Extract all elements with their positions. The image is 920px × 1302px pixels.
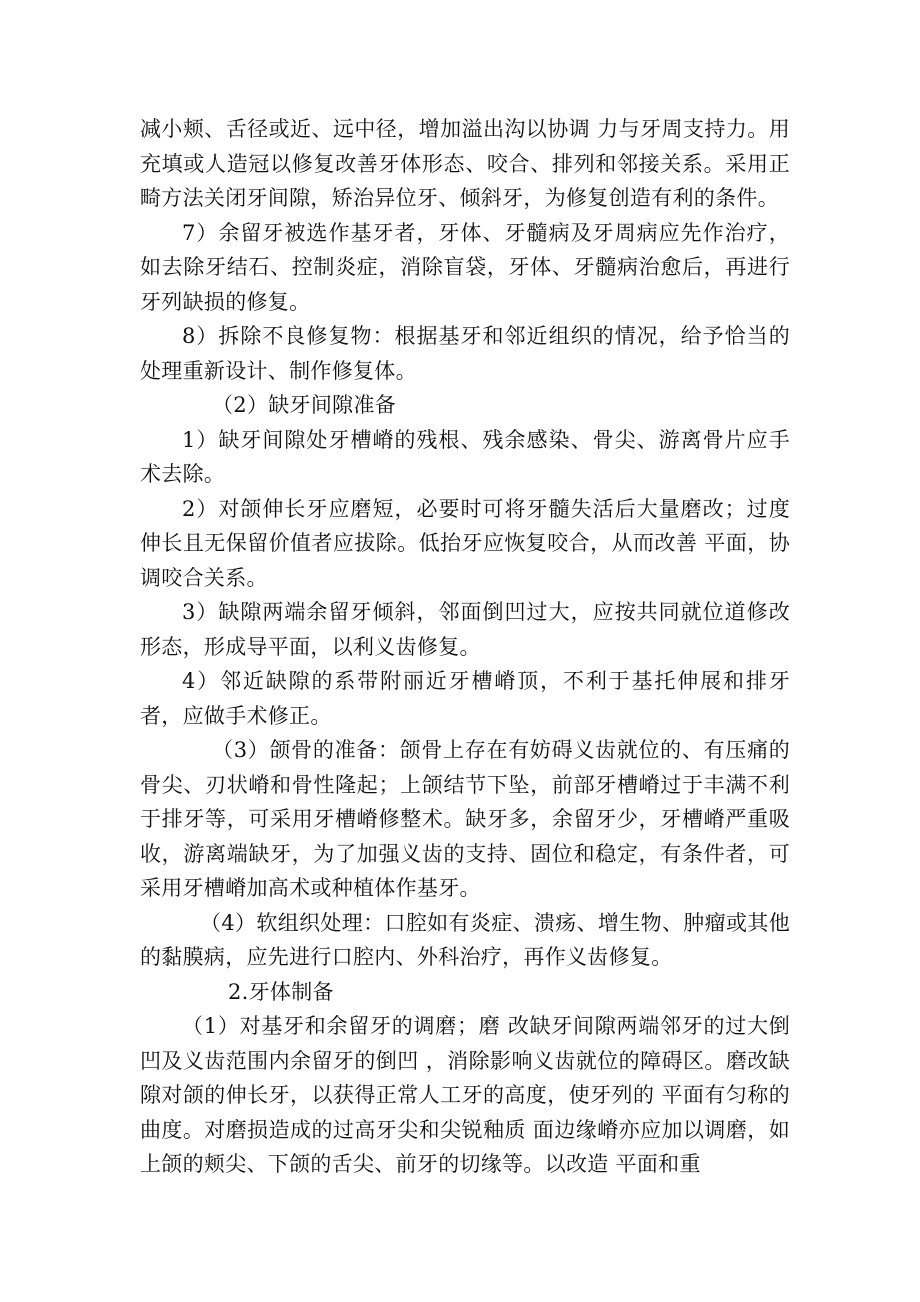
paragraph-gap-item-2: 2）对颌伸长牙应磨短，必要时可将牙髓失活后大量磨改；过度伸长且无保留价值者应拔除。低抬牙应恢复咬合，从而改善 平面，协调咬合关系。 — [140, 496, 790, 590]
document-body — [140, 112, 790, 1182]
paragraph-continuation: 减小颊、舌径或近、远中径，增加溢出沟以协调 力与牙周支持力。用充填或人造冠以修复改善牙体形态、咬合、排列和邻接关系。采用正畸方法关闭牙间隙，矫治异位牙、倾斜牙，为修复创造有利的条件。 — [140, 117, 790, 210]
paragraph-item-8: 8）拆除不良修复物：根据基牙和邻近组织的情况，给予恰当的处理重新设计、制作修复体。 — [140, 324, 790, 383]
paragraph-gap-item-3: 3）缺隙两端余留牙倾斜，邻面倒凹过大，应按共同就位道修改形态，形成导平面，以利义齿修复。 — [140, 600, 790, 659]
section-heading-gap-preparation: （2）缺牙间隙准备 — [212, 393, 397, 417]
paragraph-soft-tissue: （4）软组织处理：口腔如有炎症、溃疡、增生物、肿瘤或其他的黏膜病，应先进行口腔内、外科治疗，再作义齿修复。 — [140, 910, 790, 969]
section-heading-tooth-preparation: 2.牙体制备 — [228, 979, 334, 1004]
paragraph-tooth-adjustment: （1）对基牙和余留牙的调磨；磨 改缺牙间隙两端邻牙的过大倒凹及义齿范围内余留牙的倒凹 ，消除影响义齿就位的障碍区。磨改缺隙对颌的伸长牙，以获得正常人工牙的高度，使牙列的 平面有匀称的曲度。对磨损造成的过高牙尖和尖锐釉质 面边缘嵴亦应加以调磨，如上颌的颊尖、下颌的舌尖、前牙的切缘等。以改造 平面和重 — [140, 1014, 790, 1176]
paragraph-gap-item-4: 4）邻近缺隙的系带附丽近牙槽嵴顶，不利于基托伸展和排牙者，应做手术修正。 — [140, 669, 790, 728]
paragraph-item-7: 7）余留牙被选作基牙者，牙体、牙髓病及牙周病应先作治疗，如去除牙结石、控制炎症，消除盲袋，牙体、牙髓病治愈后，再进行牙列缺损的修复。 — [140, 220, 790, 314]
paragraph-gap-item-1: 1）缺牙间隙处牙槽嵴的残根、残余感染、骨尖、游离骨片应手术去除。 — [140, 427, 790, 486]
paragraph-jaw-preparation: （3）颌骨的准备：颌骨上存在有妨碍义齿就位的、有压痛的骨尖、刃状嵴和骨性隆起；上颌结节下坠，前部牙槽嵴过于丰满不利于排牙等，可采用牙槽嵴修整术。缺牙多，余留牙少，牙槽嵴严重吸收，游离端缺牙，为了加强义齿的支持、固位和稳定，有条件者，可采用牙槽嵴加高术或种植体作基牙。 — [140, 738, 790, 900]
